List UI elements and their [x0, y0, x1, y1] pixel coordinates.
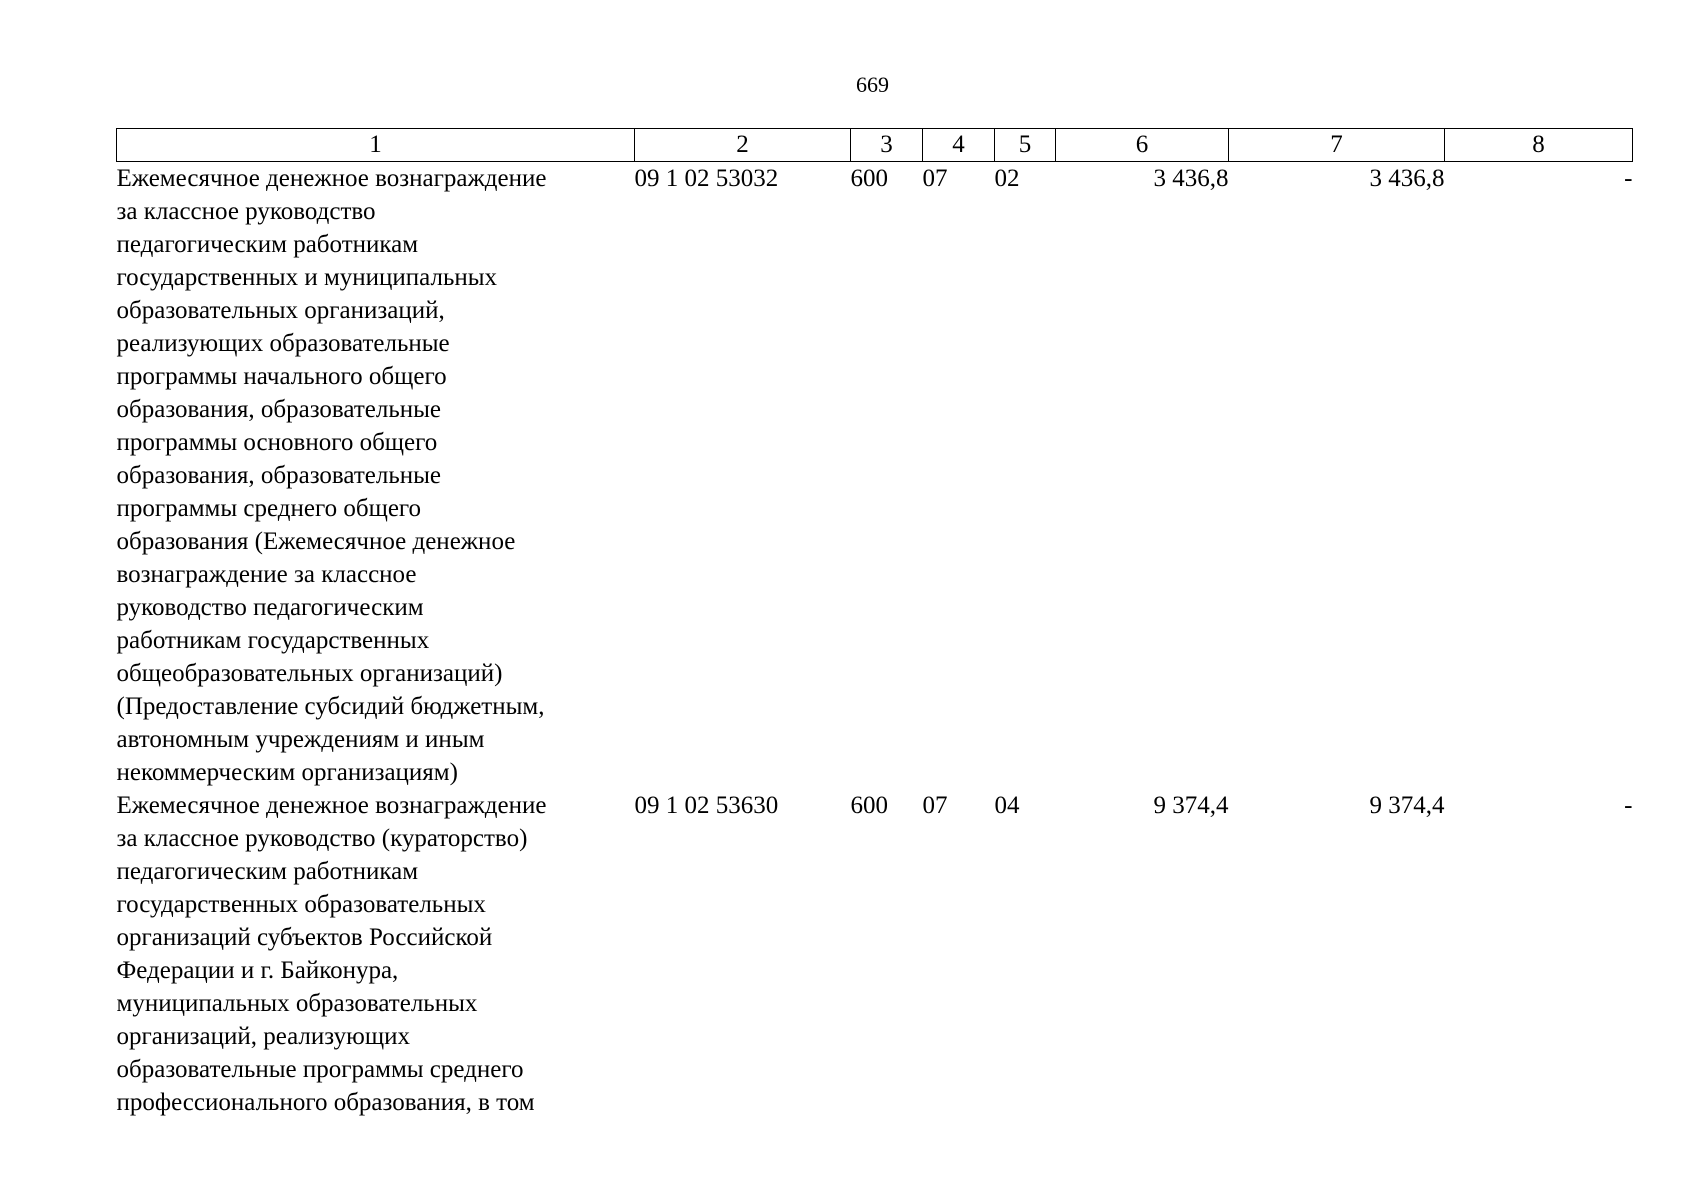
expense-name-line: программы основного общего [116, 429, 438, 456]
column-header: 3 [851, 129, 923, 162]
expense-name-line: некоммерческим организациям) [116, 759, 458, 786]
expense-name-line: педагогическим работникам [116, 858, 419, 885]
table-row [117, 789, 1633, 1119]
expense-name-line: образовательные программы среднего [116, 1056, 524, 1083]
column-header: 5 [995, 129, 1056, 162]
amount-col8: - [1624, 792, 1633, 819]
subsection-code: 04 [994, 792, 1020, 819]
expense-name [117, 162, 635, 790]
expense-name-line: вознаграждение за классное [116, 561, 417, 588]
expense-name-line: за классное руководство [116, 198, 376, 225]
expense-name-line: муниципальных образовательных [116, 990, 478, 1017]
expense-name-line: руководство педагогическим [116, 594, 424, 621]
subsection-code: 02 [994, 165, 1020, 192]
column-header: 8 [1445, 129, 1633, 162]
target-code: 09 1 02 53630 [634, 792, 779, 819]
expense-name-line: педагогическим работникам [116, 231, 419, 258]
amount-col7: 3 436,8 [1369, 165, 1445, 192]
expense-name-line: Ежемесячное денежное вознаграждение [116, 165, 547, 192]
column-header: 4 [923, 129, 995, 162]
expense-name-line: (Предоставление субсидий бюджетным, [116, 693, 545, 720]
expense-type-code: 600 [850, 792, 888, 819]
expense-name-line: профессионального образования, в том [116, 1089, 535, 1116]
expense-name-line: образования, образовательные [116, 396, 442, 423]
expense-name-line: организаций, реализующих [116, 1023, 410, 1050]
section-code: 07 [922, 792, 948, 819]
target-code: 09 1 02 53032 [634, 165, 779, 192]
column-header: 6 [1056, 129, 1229, 162]
page-number: 669 [856, 72, 889, 97]
expense-name-line: программы среднего общего [116, 495, 422, 522]
expense-name-line: автономным учреждениям и иным [116, 726, 485, 753]
expense-name-line: образования (Ежемесячное денежное [116, 528, 516, 555]
table-row [117, 162, 1633, 790]
expense-name-line: программы начального общего [116, 363, 447, 390]
amount-col7: 9 374,4 [1369, 792, 1445, 819]
expense-type-code: 600 [850, 165, 888, 192]
section-code: 07 [922, 165, 948, 192]
expense-name [117, 789, 635, 1119]
expense-name-line: Ежемесячное денежное вознаграждение [116, 792, 547, 819]
column-header: 1 [117, 129, 635, 162]
expense-name-line: образования, образовательные [116, 462, 442, 489]
expense-name-line: государственных образовательных [116, 891, 486, 918]
expense-name-line: Федерации и г. Байконура, [116, 957, 399, 984]
budget-table [116, 128, 1633, 1119]
amount-col6: 3 436,8 [1153, 165, 1229, 192]
column-header: 7 [1229, 129, 1445, 162]
expense-name-line: организаций субъектов Российской [116, 924, 493, 951]
expense-name-line: государственных и муниципальных [116, 264, 498, 291]
column-header: 2 [635, 129, 851, 162]
expense-name-line: образовательных организаций, [116, 297, 445, 324]
amount-col6: 9 374,4 [1153, 792, 1229, 819]
expense-name-line: работникам государственных [116, 627, 430, 654]
amount-col8: - [1624, 165, 1633, 192]
expense-name-line: за классное руководство (кураторство) [116, 825, 528, 852]
expense-name-line: общеобразовательных организаций) [116, 660, 503, 687]
expense-name-line: реализующих образовательные [116, 330, 450, 357]
header-row [117, 129, 1633, 162]
